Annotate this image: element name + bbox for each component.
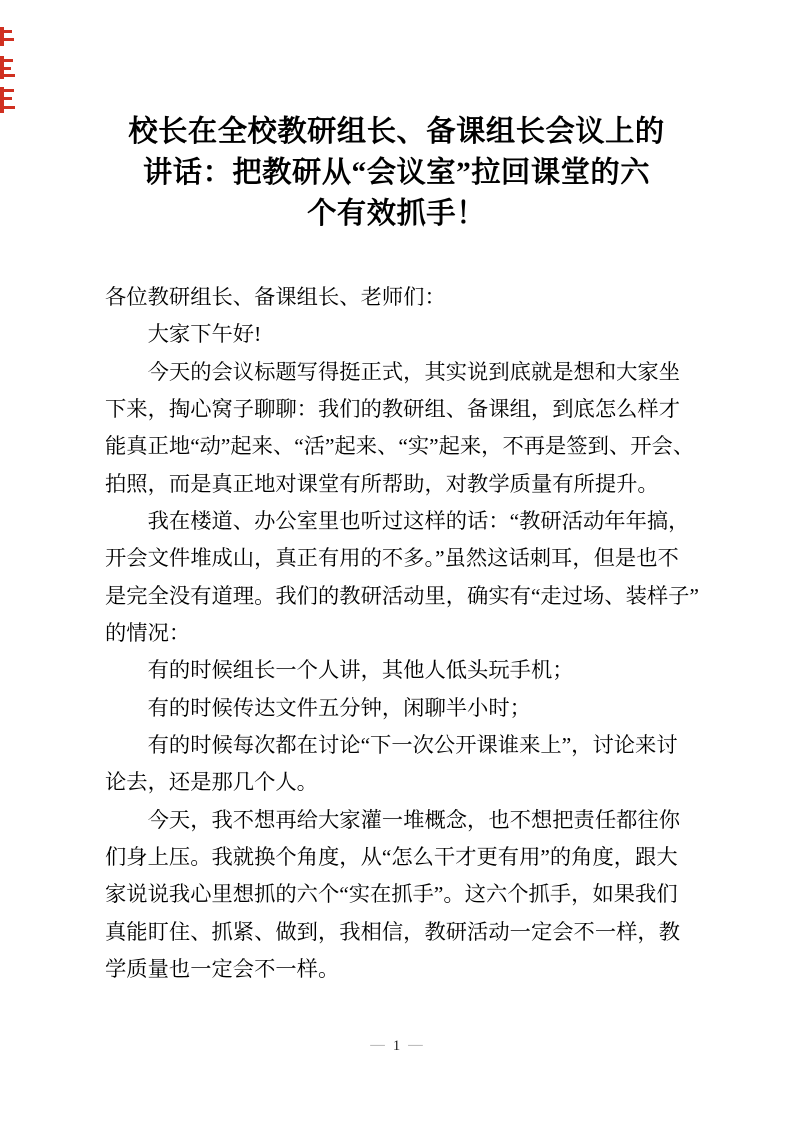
body-line: 我在楼道、办公室里也听过这样的话：“教研活动年年搞，	[147, 508, 690, 533]
red-fragment-group	[0, 27, 15, 113]
body-line: 大家下午好!	[147, 322, 262, 347]
footer-right-dash: —	[408, 1037, 423, 1054]
title-line: 个有效抓手！	[307, 198, 486, 230]
title-line: 校长在全校教研组长、备课组长会议上的	[128, 116, 665, 148]
body-line: 今天的会议标题写得挺正式，其实说到底就是想和大家坐	[147, 359, 681, 384]
page-footer	[0, 1036, 793, 1056]
body-line: 各位教研组长、备课组长、老师们：	[105, 285, 446, 309]
body-line: 有的时候组长一个人讲，其他人低头玩手机；	[147, 658, 574, 683]
body-line: 开会文件堆成山，真正有用的不多。”虽然这话刺耳，但是也不	[105, 546, 679, 571]
body-line: 学质量也一定会不一样。	[105, 956, 340, 981]
footer-left-dash: —	[370, 1037, 385, 1054]
body-line: 能真正地“动”起来、“活”起来、“实”起来，不再是签到、开会、	[105, 434, 695, 459]
document-title	[0, 112, 793, 235]
body-line: 的情况：	[105, 620, 191, 645]
document-body	[0, 279, 793, 988]
body-line: 是完全没有道理。我们的教研活动里，确实有“走过场、装样子”	[105, 583, 699, 608]
body-line: 拍照，而是真正地对课堂有所帮助，对教学质量有所提升。	[105, 471, 659, 496]
title-line: 讲话：把教研从“会议室”拉回课堂的六	[142, 157, 651, 189]
body-line: 有的时候每次都在讨论“下一次公开课谁来上”，讨论来讨	[147, 732, 678, 757]
body-line: 今天，我不想再给大家灌一堆概念，也不想把责任都往你	[147, 807, 681, 832]
body-line: 下来，掏心窝子聊聊：我们的教研组、备课组，到底怎么样才	[105, 396, 681, 421]
page-number: 1	[392, 1038, 401, 1055]
red-edge-marks-icon	[0, 27, 15, 115]
body-line: 们身上压。我就换个角度，从“怎么干才更有用”的角度，跟大	[105, 844, 678, 869]
body-line: 有的时候传达文件五分钟，闲聊半小时；	[147, 695, 531, 720]
body-line: 家说说我心里想抓的六个“实在抓手”。这六个抓手，如果我们	[105, 882, 678, 907]
body-line: 论去，还是那几个人。	[105, 770, 318, 795]
body-line: 真能盯住、抓紧、做到，我相信，教研活动一定会不一样，教	[105, 919, 681, 944]
